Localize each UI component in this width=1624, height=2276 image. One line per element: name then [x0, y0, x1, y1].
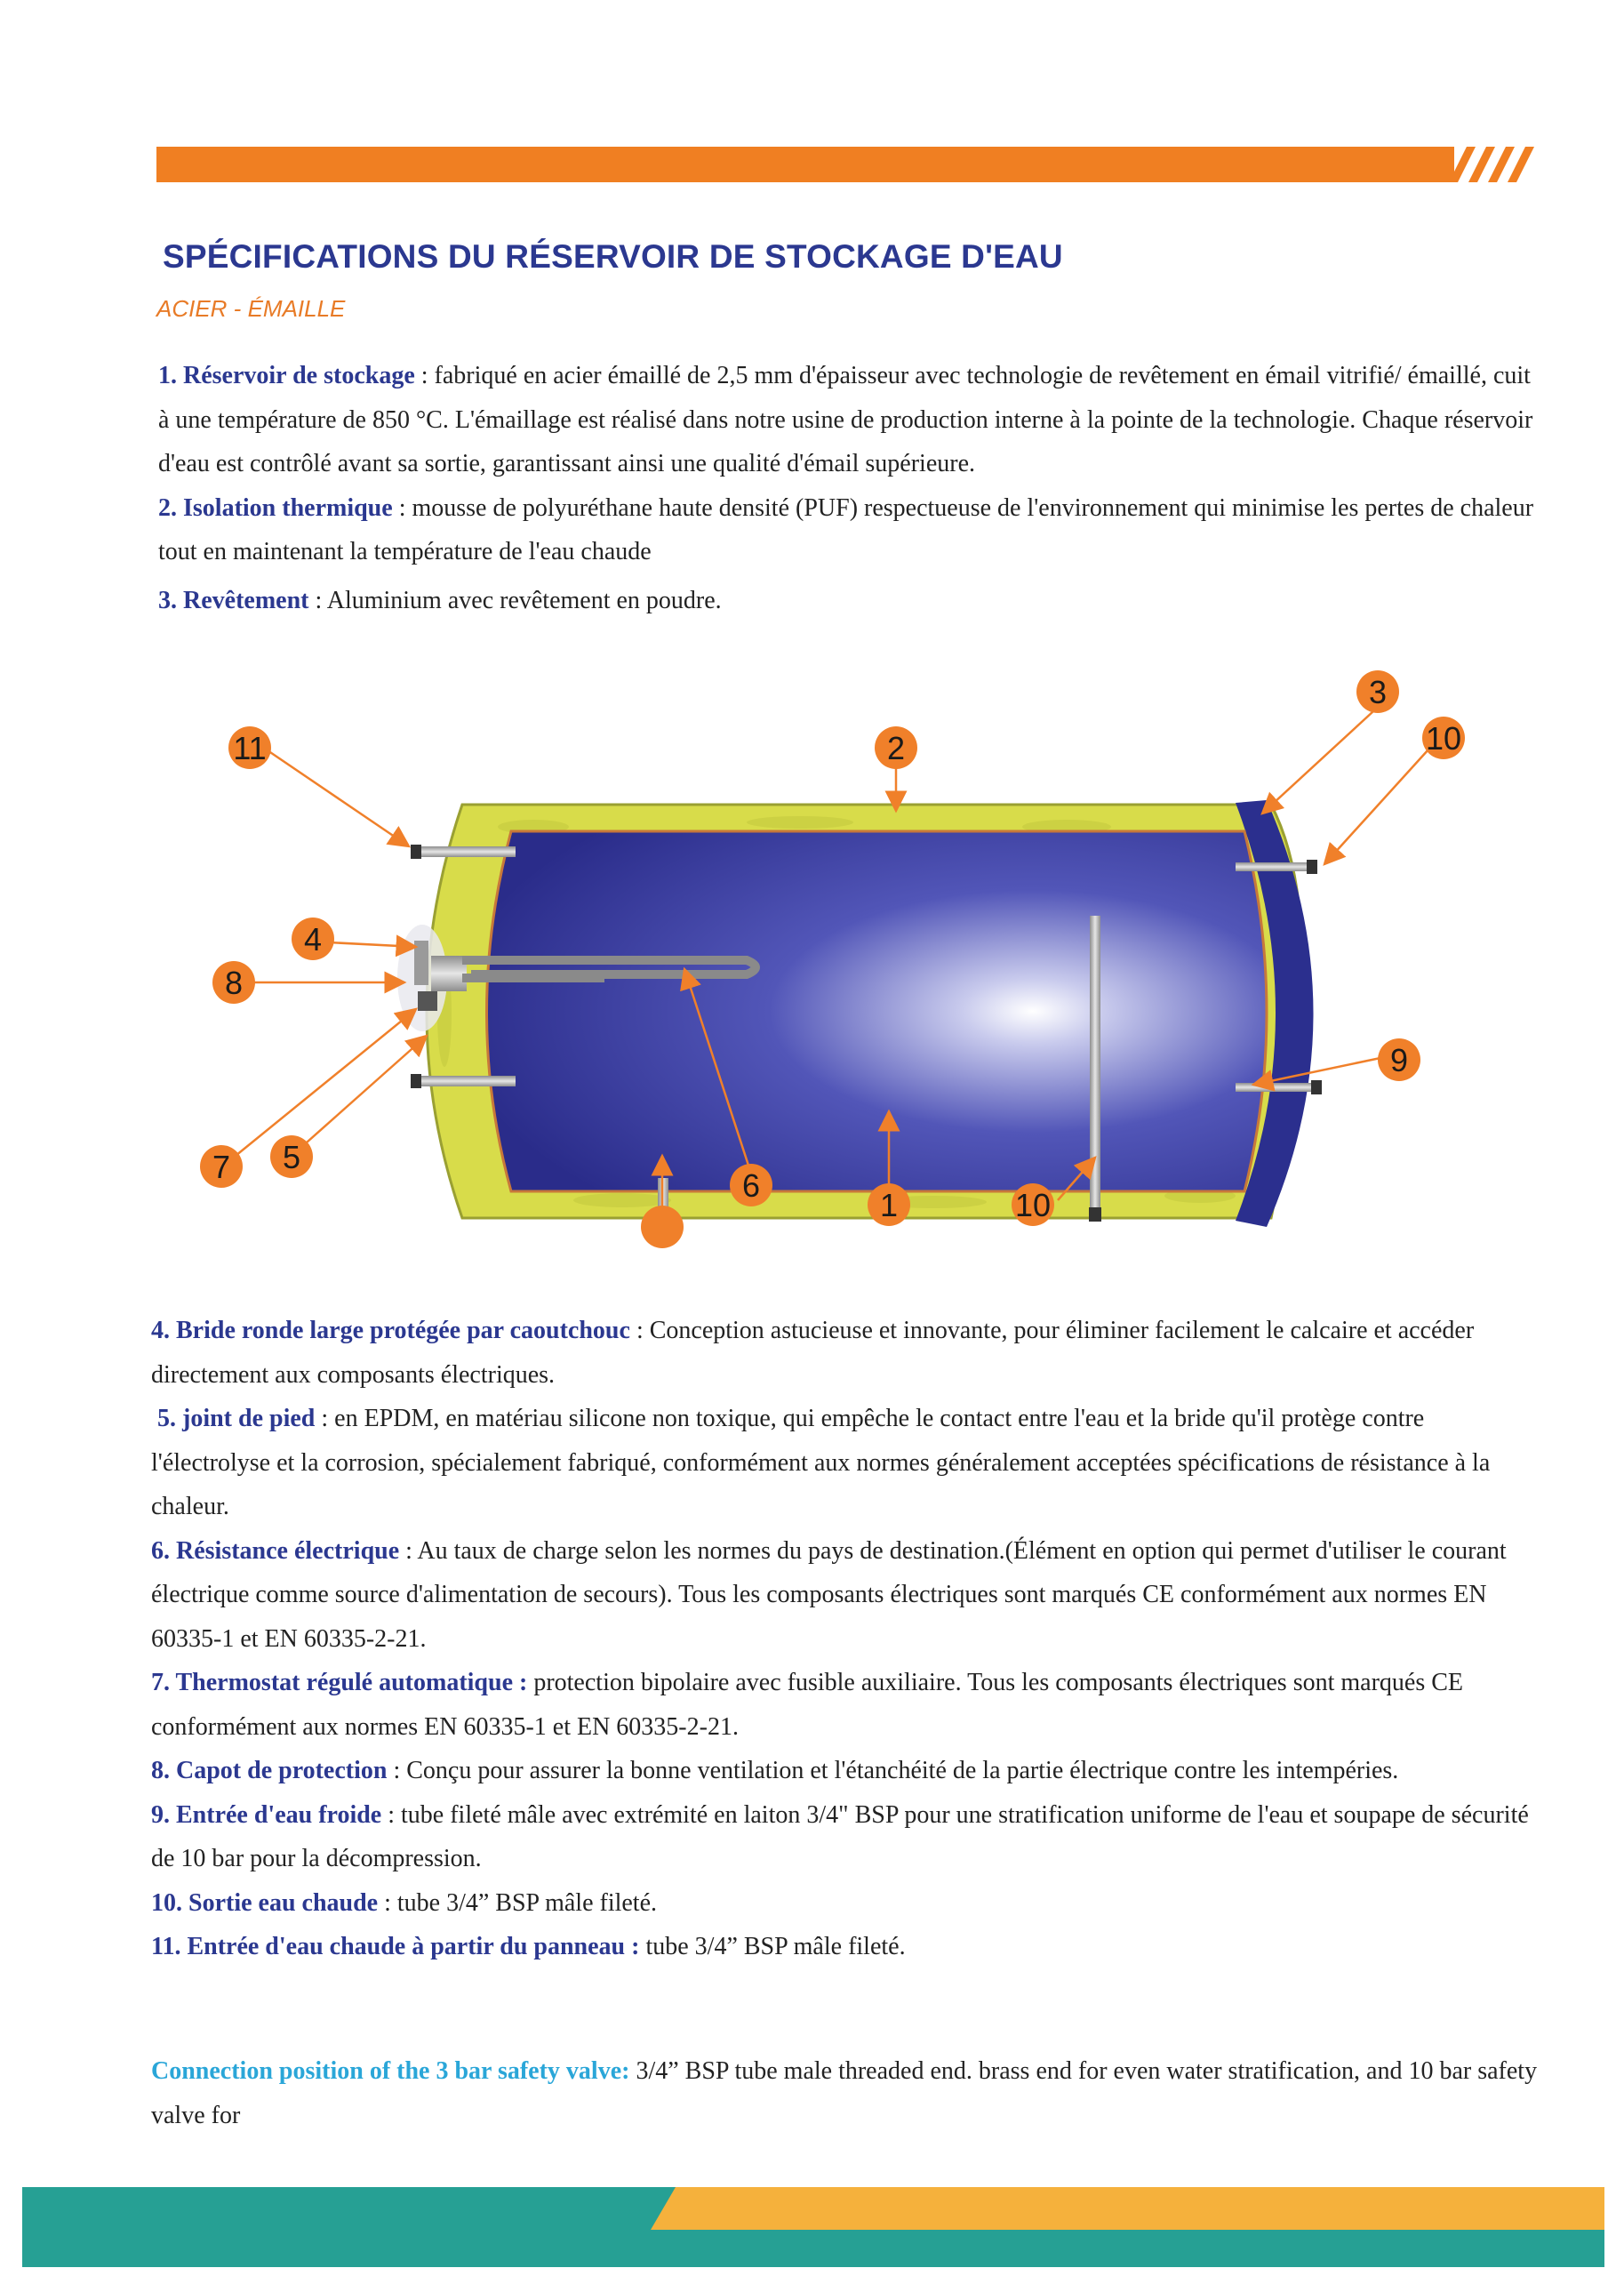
spec-text: tube 3/4” BSP mâle fileté. — [645, 1933, 906, 1960]
spec-separator: : — [399, 1536, 418, 1565]
callout-8 — [212, 961, 255, 1004]
callout-10-bottom — [1012, 1183, 1054, 1226]
spec-label: 8. Capot de protection — [151, 1757, 388, 1784]
spec-label: 6. Résistance électrique — [151, 1536, 400, 1565]
spec-item — [151, 1309, 1547, 1397]
callout-blank — [641, 1206, 684, 1248]
svg-text:3: 3 — [1368, 674, 1388, 710]
svg-text:11: 11 — [233, 730, 267, 766]
tank-diagram — [0, 658, 1624, 1262]
spec-separator: : — [414, 362, 435, 389]
spec-text: protection bipolaire avec fusible auxiliaire. Tous les composants électriques sont marqués CE conformément aux normes EN 60335-1 et EN 60335-2-21. — [151, 1669, 1464, 1741]
spec-text: Aluminium avec revêtement en poudre. — [326, 586, 722, 614]
spec-label: 11. Entrée d'eau chaude à partir du panneau : — [151, 1933, 640, 1960]
spec-text: mousse de polyuréthane haute densité (PUF) respectueuse de l'environnement qui minimise les pertes de chaleur tout en maintenant la température de l'eau chaude — [158, 493, 1534, 565]
spec-item — [151, 1661, 1547, 1749]
spec-text: tube fileté mâle avec extrémité en laiton 3/4" BSP pour une stratification uniforme de l'eau et soupape de sécurité de 10 bar pour la décompression. — [151, 1800, 1529, 1872]
spec-item — [151, 1881, 1547, 1926]
svg-text:10: 10 — [1425, 720, 1462, 757]
spec-label: 3. Revêtement — [158, 586, 309, 614]
callout-10-top — [1422, 717, 1465, 759]
spec-item — [151, 1925, 1547, 1969]
svg-text:10: 10 — [1014, 1187, 1052, 1223]
spec-item — [151, 1749, 1547, 1793]
spec-label: 9. Entrée d'eau froide — [151, 1800, 382, 1829]
page-title: SPÉCIFICATIONS DU RÉSERVOIR DE STOCKAGE D'EAU — [163, 238, 1063, 275]
spec-separator: : — [315, 1405, 335, 1432]
spec-text: Au taux de charge selon les normes du pays de destination.(Élément en option qui permet d'utiliser le courant électrique comme source d'alimentation de secours). Tous les composants électriques sont marqués CE conformément aux normes EN 60335-1 et EN 60335-2-21. — [151, 1536, 1507, 1653]
safety-note-text: 3/4” BSP tube male threaded end. brass end for even water stratification, and 10 bar safety valve for — [151, 2057, 1538, 2129]
enamel-tank — [487, 831, 1268, 1191]
spec-text: tube 3/4” BSP mâle fileté. — [396, 1888, 658, 1917]
svg-text:9: 9 — [1389, 1042, 1409, 1078]
spec-separator: : — [378, 1888, 397, 1917]
callout-1 — [868, 1183, 910, 1226]
safety-note — [151, 2049, 1547, 2137]
hot-outlet-pipe — [1236, 862, 1307, 871]
callout-11 — [228, 726, 271, 769]
detail-spec-list — [151, 1309, 1547, 1969]
callout-9 — [1378, 1038, 1420, 1081]
svg-text:1: 1 — [879, 1187, 899, 1223]
spec-text: Conçu pour assurer la bonne ventilation et l'étanchéité de la partie électrique contre les intempéries. — [406, 1757, 1399, 1784]
header-orange-bar — [0, 0, 1624, 204]
spec-label: 5. joint de pied — [151, 1405, 316, 1432]
page-subtitle: ACIER - ÉMAILLE — [156, 295, 346, 322]
intro-spec-list — [158, 354, 1545, 622]
spec-separator: : — [387, 1757, 407, 1784]
callout-7 — [200, 1145, 243, 1188]
spec-text: Conception astucieuse et innovante, pour éliminer facilement le calcaire et accéder directement aux composants électriques. — [151, 1317, 1475, 1389]
svg-text:2: 2 — [886, 730, 906, 766]
callout-3 — [1356, 670, 1399, 713]
safety-note-paragraph — [151, 2049, 1547, 2137]
svg-text:4: 4 — [303, 921, 323, 958]
spec-separator: : — [629, 1317, 650, 1344]
spec-label: 4. Bride ronde large protégée par caoutchouc — [151, 1317, 630, 1344]
callout-2 — [875, 726, 917, 769]
spec-item — [158, 354, 1545, 486]
cold-inlet-pipe — [1236, 1083, 1311, 1092]
spec-label: 2. Isolation thermique — [158, 493, 393, 522]
spec-text: en EPDM, en matériau silicone non toxique, qui empêche le contact entre l'eau et la bride qu'il protège contre l'électrolyse et la corrosion, spécialement fabriqué, conformément aux normes généralement acceptées spécifications de résistance à la chaleur. — [151, 1405, 1491, 1520]
spec-item — [151, 1793, 1547, 1881]
spec-separator: : — [392, 493, 412, 522]
svg-text:6: 6 — [741, 1167, 761, 1204]
callout-6 — [730, 1164, 772, 1206]
spec-label: 7. Thermostat régulé automatique : — [151, 1669, 528, 1696]
spec-item — [158, 486, 1545, 574]
svg-text:8: 8 — [224, 965, 244, 1001]
svg-text:7: 7 — [212, 1149, 231, 1185]
callout-5 — [270, 1135, 313, 1178]
safety-note-label: Connection position of the 3 bar safety valve: — [151, 2057, 630, 2085]
spec-item — [158, 579, 1545, 623]
spec-item — [151, 1529, 1547, 1662]
spec-label: 1. Réservoir de stockage — [158, 362, 415, 389]
hot-inlet-pipe — [418, 846, 516, 857]
svg-text:5: 5 — [282, 1139, 301, 1175]
spec-separator: : — [308, 586, 327, 614]
callout-4 — [292, 918, 334, 960]
footer-band — [0, 2169, 1624, 2276]
spec-separator: : — [381, 1800, 402, 1829]
spec-text: fabriqué en acier émaillé de 2,5 mm d'épaisseur avec technologie de revêtement en émail vitrifié/ émaillé, cuit à une température de 850 °C. L'émaillage est réalisé dans notre usine de production interne à la pointe de la technologie. Chaque réservoir d'eau est contrôlé avant sa sortie, garantissant ainsi une qualité d'émail supérieure. — [158, 362, 1533, 477]
spec-item — [151, 1397, 1547, 1529]
spec-label: 10. Sortie eau chaude — [151, 1888, 379, 1917]
